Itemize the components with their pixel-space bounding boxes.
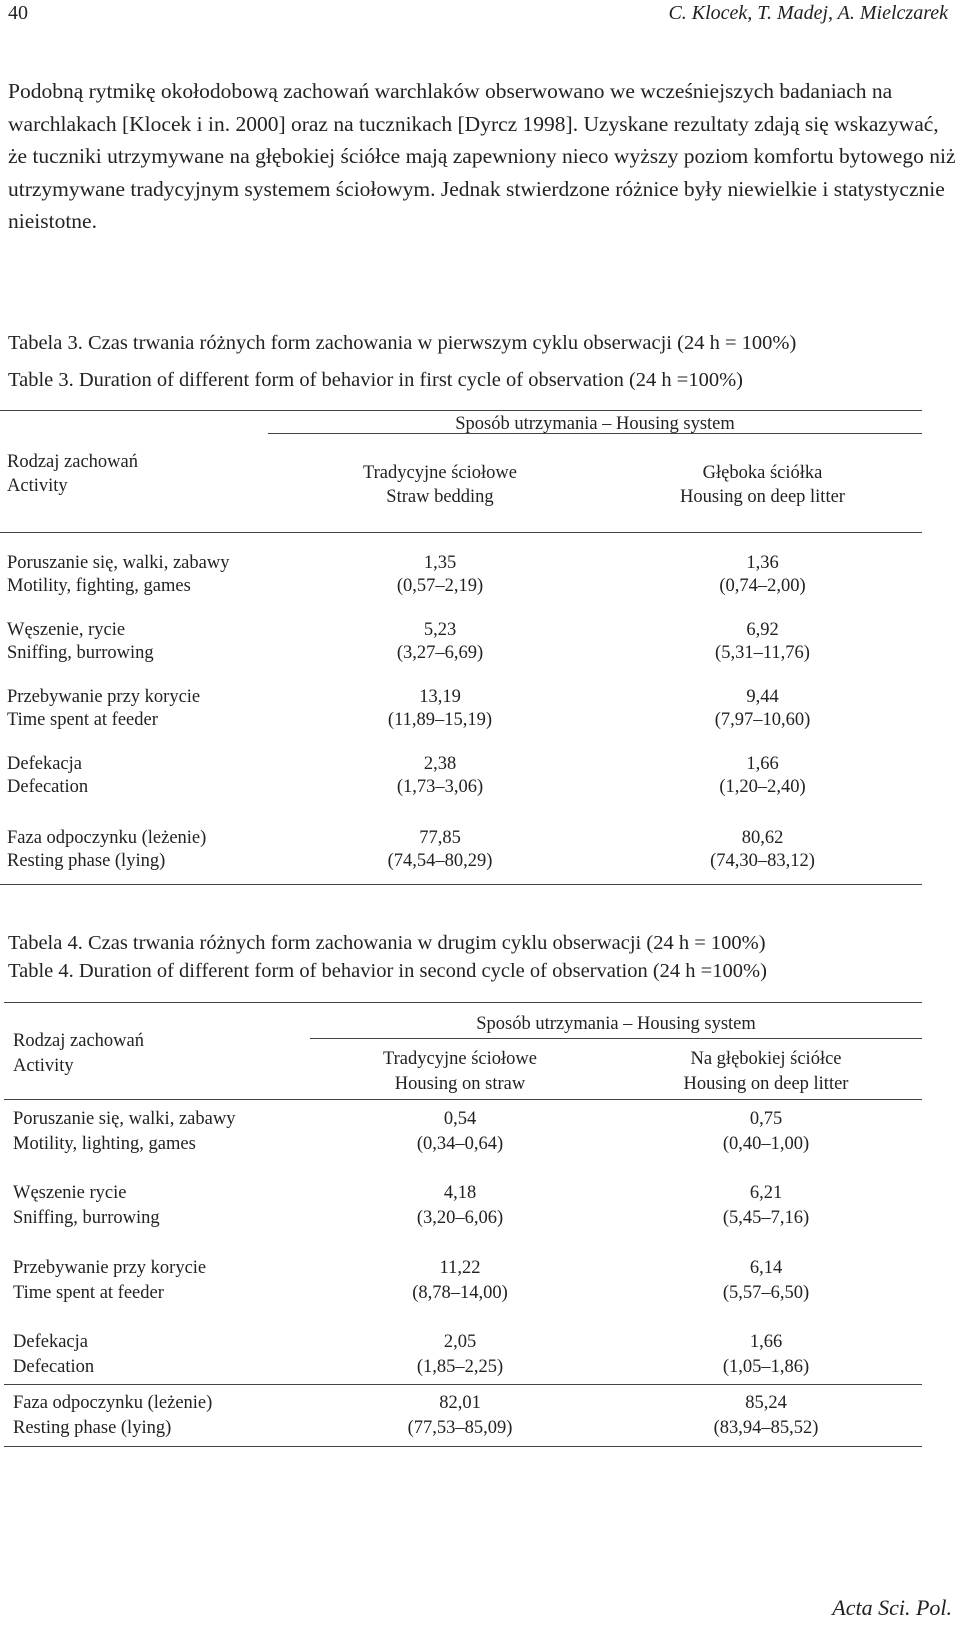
- activity-label-pl: Defekacja: [7, 754, 82, 774]
- activity-label-en: Resting phase (lying): [13, 1418, 172, 1438]
- table3-caption-pl: Tabela 3. Czas trwania różnych form zachowania w pierwszym cyklu obserwacji (24 h = 100%): [8, 332, 797, 354]
- table4-col2-header-en: Housing on deep litter: [683, 1074, 849, 1094]
- col1-range-value: (11,89–15,19): [387, 710, 493, 730]
- table3-row-header-en: Activity: [7, 476, 68, 496]
- col1-mean-value: 2,38: [423, 754, 457, 774]
- col2-range-value: (1,05–1,86): [722, 1357, 810, 1377]
- col2-range-value: (74,30–83,12): [710, 851, 815, 871]
- col2-mean-value: 0,75: [749, 1109, 783, 1129]
- col2-range-value: (83,94–85,52): [713, 1418, 819, 1438]
- table4-group-header: Sposób utrzymania – Housing system: [476, 1014, 756, 1034]
- col1-range-value: (3,27–6,69): [396, 643, 484, 663]
- col2-range-value: (5,31–11,76): [715, 643, 810, 663]
- table4-col2-header-pl: Na głębokiej ściółce: [690, 1049, 842, 1069]
- col2-mean-value: 6,92: [746, 620, 779, 640]
- table4-row-header-en: Activity: [13, 1056, 74, 1076]
- activity-label-en: Sniffing, burrowing: [7, 643, 154, 663]
- activity-label-pl: Faza odpoczynku (leżenie): [13, 1393, 213, 1413]
- activity-label-en: Time spent at feeder: [13, 1283, 164, 1303]
- col2-mean-value: 9,44: [746, 687, 779, 707]
- running-foot-journal: Acta Sci. Pol.: [832, 1595, 952, 1620]
- activity-label-pl: Faza odpoczynku (leżenie): [7, 828, 207, 848]
- col2-mean-value: 6,21: [749, 1183, 783, 1203]
- activity-label-en: Defecation: [13, 1357, 95, 1377]
- table4-group-rule: [310, 1038, 922, 1039]
- activity-label-en: Resting phase (lying): [7, 851, 166, 871]
- table3-top-rule: [0, 410, 922, 411]
- col1-mean-value: 82,01: [439, 1393, 481, 1413]
- table4-col1-header-pl: Tradycyjne ściołowe: [383, 1049, 537, 1069]
- col2-mean-value: 1,66: [749, 1332, 783, 1352]
- col2-range-value: (0,74–2,00): [719, 576, 806, 596]
- activity-label-pl: Przebywanie przy korycie: [13, 1258, 207, 1278]
- table3-row-header-pl: Rodzaj zachowań: [7, 452, 138, 472]
- col1-range-value: (3,20–6,06): [416, 1208, 504, 1228]
- table3-bottom-rule: [0, 884, 922, 885]
- activity-label-en: Motility, fighting, games: [7, 576, 191, 596]
- col1-mean-value: 11,22: [439, 1258, 481, 1278]
- col1-range-value: (0,34–0,64): [416, 1134, 504, 1154]
- col2-range-value: (5,57–6,50): [722, 1283, 810, 1303]
- table3-col1-header-pl: Tradycyjne ściołowe: [363, 463, 517, 483]
- col1-range-value: (0,57–2,19): [396, 576, 484, 596]
- table4-caption-en: Table 4. Duration of different form of behavior in second cycle of observation (24 h =100%): [8, 960, 767, 982]
- table4-col1-header-en: Housing on straw: [394, 1074, 526, 1094]
- table3-group-rule: [268, 433, 922, 434]
- body-paragraph: Podobną rytmikę okołodobową zachowań warchlaków obserwowano we wcześniejszych badaniach na warchlakach [Klocek i in. 2000] oraz na tucznikach [Dyrcz 1998]. Uzyskane rezultaty zdają się wskazywać, że tuczniki utrzymywane na głębokiej ściółce mają zapewniony nieco wyższy poziom komfortu bytowego niż utrzymywane tradycyjnym systemem ściołowym. Jednak stwierdzone różnice były niewielkie i statystycznie nieistotne.: [8, 79, 956, 233]
- activity-label-pl: Przebywanie przy korycie: [7, 687, 201, 707]
- col2-range-value: (1,20–2,40): [719, 777, 806, 797]
- col1-mean-value: 1,35: [423, 553, 457, 573]
- page-header: [0, 0, 960, 30]
- activity-label-pl: Węszenie, rycie: [7, 620, 126, 640]
- col1-range-value: (1,85–2,25): [416, 1357, 504, 1377]
- col1-mean-value: 77,85: [419, 828, 461, 848]
- activity-label-pl: Defekacja: [13, 1332, 88, 1352]
- col1-mean-value: 4,18: [443, 1183, 477, 1203]
- table4-top-rule: [4, 1002, 922, 1003]
- table4-sep-rule: [4, 1384, 922, 1385]
- col1-range-value: (8,78–14,00): [412, 1283, 508, 1303]
- activity-label-en: Time spent at feeder: [7, 710, 158, 730]
- table3-header-rule: [0, 532, 922, 533]
- activity-label-en: Sniffing, burrowing: [13, 1208, 160, 1228]
- col2-mean-value: 1,66: [746, 754, 779, 774]
- col1-range-value: (77,53–85,09): [407, 1418, 513, 1438]
- col2-range-value: (0,40–1,00): [722, 1134, 810, 1154]
- activity-label-pl: Poruszanie się, walki, zabawy: [13, 1109, 236, 1129]
- col1-mean-value: 13,19: [419, 687, 461, 707]
- col1-mean-value: 0,54: [443, 1109, 477, 1129]
- col1-range-value: (1,73–3,06): [396, 777, 484, 797]
- table4-caption-pl: Tabela 4. Czas trwania różnych form zachowania w drugim cyklu obserwacji (24 h = 100%): [8, 932, 766, 954]
- col2-mean-value: 80,62: [741, 828, 784, 848]
- col1-mean-value: 2,05: [443, 1332, 477, 1352]
- table3-group-header: Sposób utrzymania – Housing system: [455, 414, 735, 434]
- col2-mean-value: 1,36: [746, 553, 779, 573]
- table4-row-header-pl: Rodzaj zachowań: [13, 1031, 144, 1051]
- activity-label-pl: Węszenie rycie: [13, 1183, 127, 1203]
- page-number: 40: [8, 2, 28, 24]
- col1-mean-value: 5,23: [423, 620, 457, 640]
- table3-col2-header-pl: Głęboka ściółka: [702, 463, 823, 483]
- activity-label-en: Motility, lighting, games: [13, 1134, 196, 1154]
- table3-caption-en: Table 3. Duration of different form of behavior in first cycle of observation (24 h =100%): [8, 369, 743, 391]
- col1-range-value: (74,54–80,29): [387, 851, 493, 871]
- col2-range-value: (7,97–10,60): [714, 710, 811, 730]
- table4-bottom-rule: [4, 1446, 922, 1447]
- col2-mean-value: 85,24: [745, 1393, 787, 1413]
- table3-col2-header-en: Housing on deep litter: [680, 487, 845, 507]
- table3-col1-header-en: Straw bedding: [386, 487, 494, 507]
- col2-range-value: (5,45–7,16): [722, 1208, 810, 1228]
- activity-label-pl: Poruszanie się, walki, zabawy: [7, 553, 230, 573]
- activity-label-en: Defecation: [7, 777, 89, 797]
- col2-mean-value: 6,14: [749, 1258, 783, 1278]
- table4-header-rule: [4, 1099, 922, 1100]
- running-head-authors: C. Klocek, T. Madej, A. Mielczarek: [668, 2, 948, 24]
